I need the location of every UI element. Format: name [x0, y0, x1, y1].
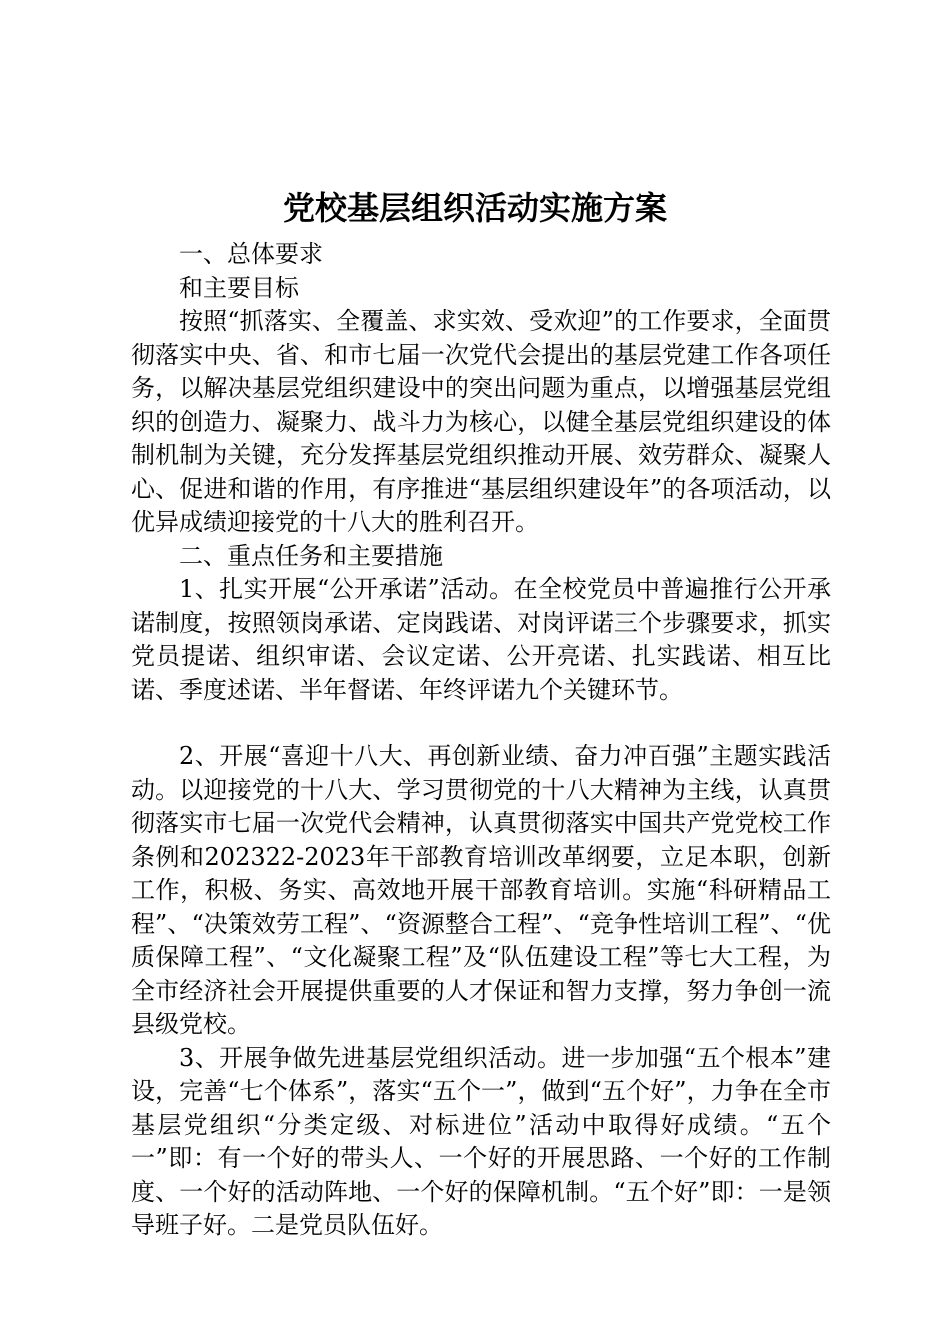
- paragraph-overall-requirements: 按照“抓落实、全覆盖、求实效、受欢迎”的工作要求，全面贯彻落实中央、省、和市七届一次党代会提出的基层党建工作各项任务，以解决基层党组织建设中的突出问题为重点，以增强基层党组织的创造力、凝聚力、战斗力为核心，以健全基层党组织建设的体制机制为关键，充分发挥基层党组织推动开展、效劳群众、凝聚人心、促进和谐的作用，有序推进“基层组织建设年”的各项活动，以优异成绩迎接党的十八大的胜利召开。: [131, 307, 831, 536]
- section-heading-1: 一、总体要求: [179, 240, 323, 268]
- section-subheading-1: 和主要目标: [179, 273, 299, 302]
- paragraph-item-2: 2、开展“喜迎十八大、再创新业绩、奋力冲百强”主题实践活动。以迎接党的十八大、学习贯彻党的十八大精神为主线，认真贯彻落实市七届一次党代会精神，认真贯彻落实中国共产党党校工作条例和202322-2023年干部教育培训改革纲要，立足本职，创新工作，积极、务实、高效地开展干部教育培训。实施“科研精品工程”、“决策效劳工程”、“资源整合工程”、“竞争性培训工程”、“优质保障工程”、“文化凝聚工程”及“队伍建设工程”等七大工程，为全市经济社会开展提供重要的人才保证和智力支撑，努力争创一流县级党校。: [131, 742, 831, 1038]
- paragraph-item-1: 1、扎实开展“公开承诺”活动。在全校党员中普遍推行公开承诺制度，按照领岗承诺、定岗践诺、对岗评诺三个步骤要求，抓实党员提诺、组织审诺、会议定诺、公开亮诺、扎实践诺、相互比诺、季度述诺、半年督诺、年终评诺九个关键环节。: [131, 575, 831, 704]
- section-heading-2: 二、重点任务和主要措施: [179, 541, 443, 570]
- paragraph-item-3: 3、开展争做先进基层党组织活动。进一步加强“五个根本”建设，完善“七个体系”，落实“五个一”，做到“五个好”，力争在全市基层党组织“分类定级、对标进位”活动中取得好成绩。“五个一”即：有一个好的带头人、一个好的开展思路、一个好的工作制度、一个好的活动阵地、一个好的保障机制。“五个好”即：一是领导班子好。二是党员队伍好。: [131, 1043, 831, 1239]
- paragraph-gap: [131, 707, 831, 740]
- document-title: 党校基层组织活动实施方案: [282, 189, 667, 227]
- document-body: [131, 238, 831, 1243]
